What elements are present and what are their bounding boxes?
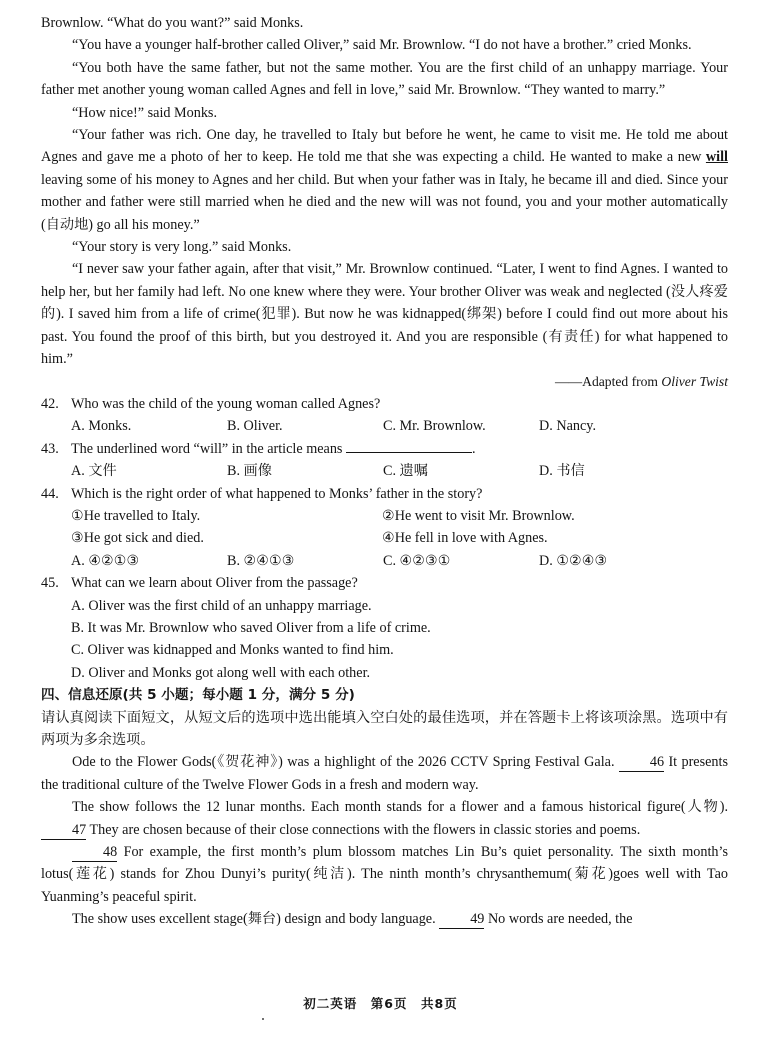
question-42 (41, 393, 728, 438)
answer-option-a[interactable]: A. 文件 (71, 463, 117, 480)
question-44 (41, 483, 728, 573)
question-number: 44. (41, 485, 59, 502)
section-four (41, 684, 728, 930)
question-text: What can we learn about Oliver from the passage? (71, 575, 358, 592)
question-text: Who was the child of the young woman called Agnes? (71, 395, 381, 412)
event-item: ②He went to visit Mr. Brownlow. (382, 507, 575, 524)
passage-text: “Your father was rich. One day, he travelled to Italy but before he went, he came to visit me. He told me about Agnes and gave me a photo of her to keep. He told me that she was expecting a child. He wanted to make a new (41, 127, 728, 166)
passage-paragraph: “You have a younger half-brother called Oliver,” said Mr. Brownlow. “I do not have a brother.” cried Monks. (72, 37, 692, 54)
passage-paragraph: 48 For example, the first month’s plum blossom matches Lin Bu’s quiet personality. The sixth month’s lotus(莲花) stands for Zhou Dunyi’s purity(纯洁). The ninth month’s chrysanthemum(菊花)goes well with Tao Yuanming’s peaceful spirit. (41, 844, 728, 905)
question-number: 45. (41, 575, 59, 592)
passage-paragraph: “I never saw your father again, after that visit,” Mr. Brownlow continued. “Later, I went to find Agnes. I wanted to help her, but her family had left. No one knew where they were. Your brother Oliver was weak and neglected (没人疼爱的). I saved him from a life of crime(犯罪). But now he was kidnapped(绑架) before I could find out more about his past. You found the proof of this birth, but you destroyed it. And you are responsible (有责任) for what happened to him.” (41, 261, 728, 368)
section-instruction: 请认真阅读下面短文，从短文后的选项中选出能填入空白处的最佳选项，并在答题卡上将该项涂黑。选项中有两项为多余选项。 (41, 709, 728, 748)
answer-option-b[interactable]: B. 画像 (227, 463, 272, 480)
answer-blank[interactable] (346, 452, 472, 453)
event-item: ④He fell in love with Agnes. (382, 530, 548, 547)
answer-option-d[interactable]: D. ①②④③ (539, 552, 608, 569)
passage-paragraph: The show follows the 12 lunar months. Each month stands for a flower and a famous historical figure(人物). 47 They are chosen because of their close connections with the flowers in classic stories and poems. (41, 796, 728, 841)
source-citation: ——Adapted from Oliver Twist (554, 373, 728, 389)
answer-option-c[interactable]: C. ④②③① (383, 552, 451, 569)
answer-option-b[interactable]: B. It was Mr. Brownlow who saved Oliver from a life of crime. (71, 619, 431, 636)
passage-paragraph: “How nice!” said Monks. (72, 104, 217, 121)
question-43 (41, 438, 728, 483)
underlined-word: will (705, 149, 728, 166)
blank-49[interactable]: 49 (439, 910, 484, 929)
answer-option-b[interactable]: B. Oliver. (227, 418, 283, 435)
question-45 (41, 572, 728, 684)
passage-paragraph: The show uses excellent stage(舞台) design and body language. 49 No words are needed, the (72, 911, 633, 928)
passage-paragraph: “Your story is very long.” said Monks. (72, 239, 292, 256)
question-text: The underlined word “will” in the article means . (71, 440, 476, 457)
question-number: 42. (41, 395, 59, 412)
answer-option-a[interactable]: A. ④②①③ (71, 552, 140, 569)
answer-option-d[interactable]: D. Oliver and Monks got along well with each other. (71, 664, 371, 681)
answer-option-b[interactable]: B. ②④①③ (227, 552, 295, 569)
answer-option-a[interactable]: A. Monks. (71, 418, 132, 435)
answer-option-d[interactable]: D. Nancy. (539, 418, 596, 435)
answer-option-a[interactable]: A. Oliver was the first child of an unhappy marriage. (71, 597, 372, 614)
event-item: ③He got sick and died. (71, 530, 204, 547)
reading-passage (41, 12, 728, 393)
source-title: Oliver Twist (661, 373, 728, 389)
page-footer: 初二英语 第6页 共8页 (303, 996, 458, 1011)
section-heading: 四、信息还原(共 5 小题；每小题 1 分，满分 5 分) (41, 687, 355, 704)
answer-option-c[interactable]: C. Oliver was kidnapped and Monks wanted to find him. (71, 642, 394, 659)
blank-48[interactable]: 48 (72, 843, 117, 862)
answer-option-c[interactable]: C. Mr. Brownlow. (383, 418, 486, 435)
passage-paragraph: “You both have the same father, but not the same mother. You are the first child of an unhappy marriage. Your father met another young woman called Agnes and fell in love,” said Mr. Brownlow. “They wanted to marry.” (41, 59, 728, 99)
question-number: 43. (41, 440, 59, 457)
event-item: ①He travelled to Italy. (71, 507, 201, 524)
passage-paragraph (41, 124, 728, 236)
blank-46[interactable]: 46 (619, 753, 664, 772)
answer-option-c[interactable]: C. 遗嘱 (383, 463, 428, 480)
blank-47[interactable]: 47 (41, 821, 86, 840)
answer-option-d[interactable]: D. 书信 (539, 463, 585, 480)
question-text: Which is the right order of what happened to Monks’ father in the story? (71, 485, 483, 502)
passage-paragraph: Brownlow. “What do you want?” said Monks. (41, 15, 304, 31)
passage-text: leaving some of his money to Agnes and her child. But when your father was in Italy, he became ill and died. Since your mother and father were still married when he died and the new will was not found, you and your mother automatically (自动地) go all his money.” (41, 171, 728, 233)
passage-paragraph: Ode to the Flower Gods(《贺花神》) was a highlight of the 2026 CCTV Spring Festival Gala. 46 It presents the traditional culture of the Twelve Flower Gods in a fresh and modern way. (41, 754, 728, 793)
scan-speck (262, 1018, 264, 1020)
